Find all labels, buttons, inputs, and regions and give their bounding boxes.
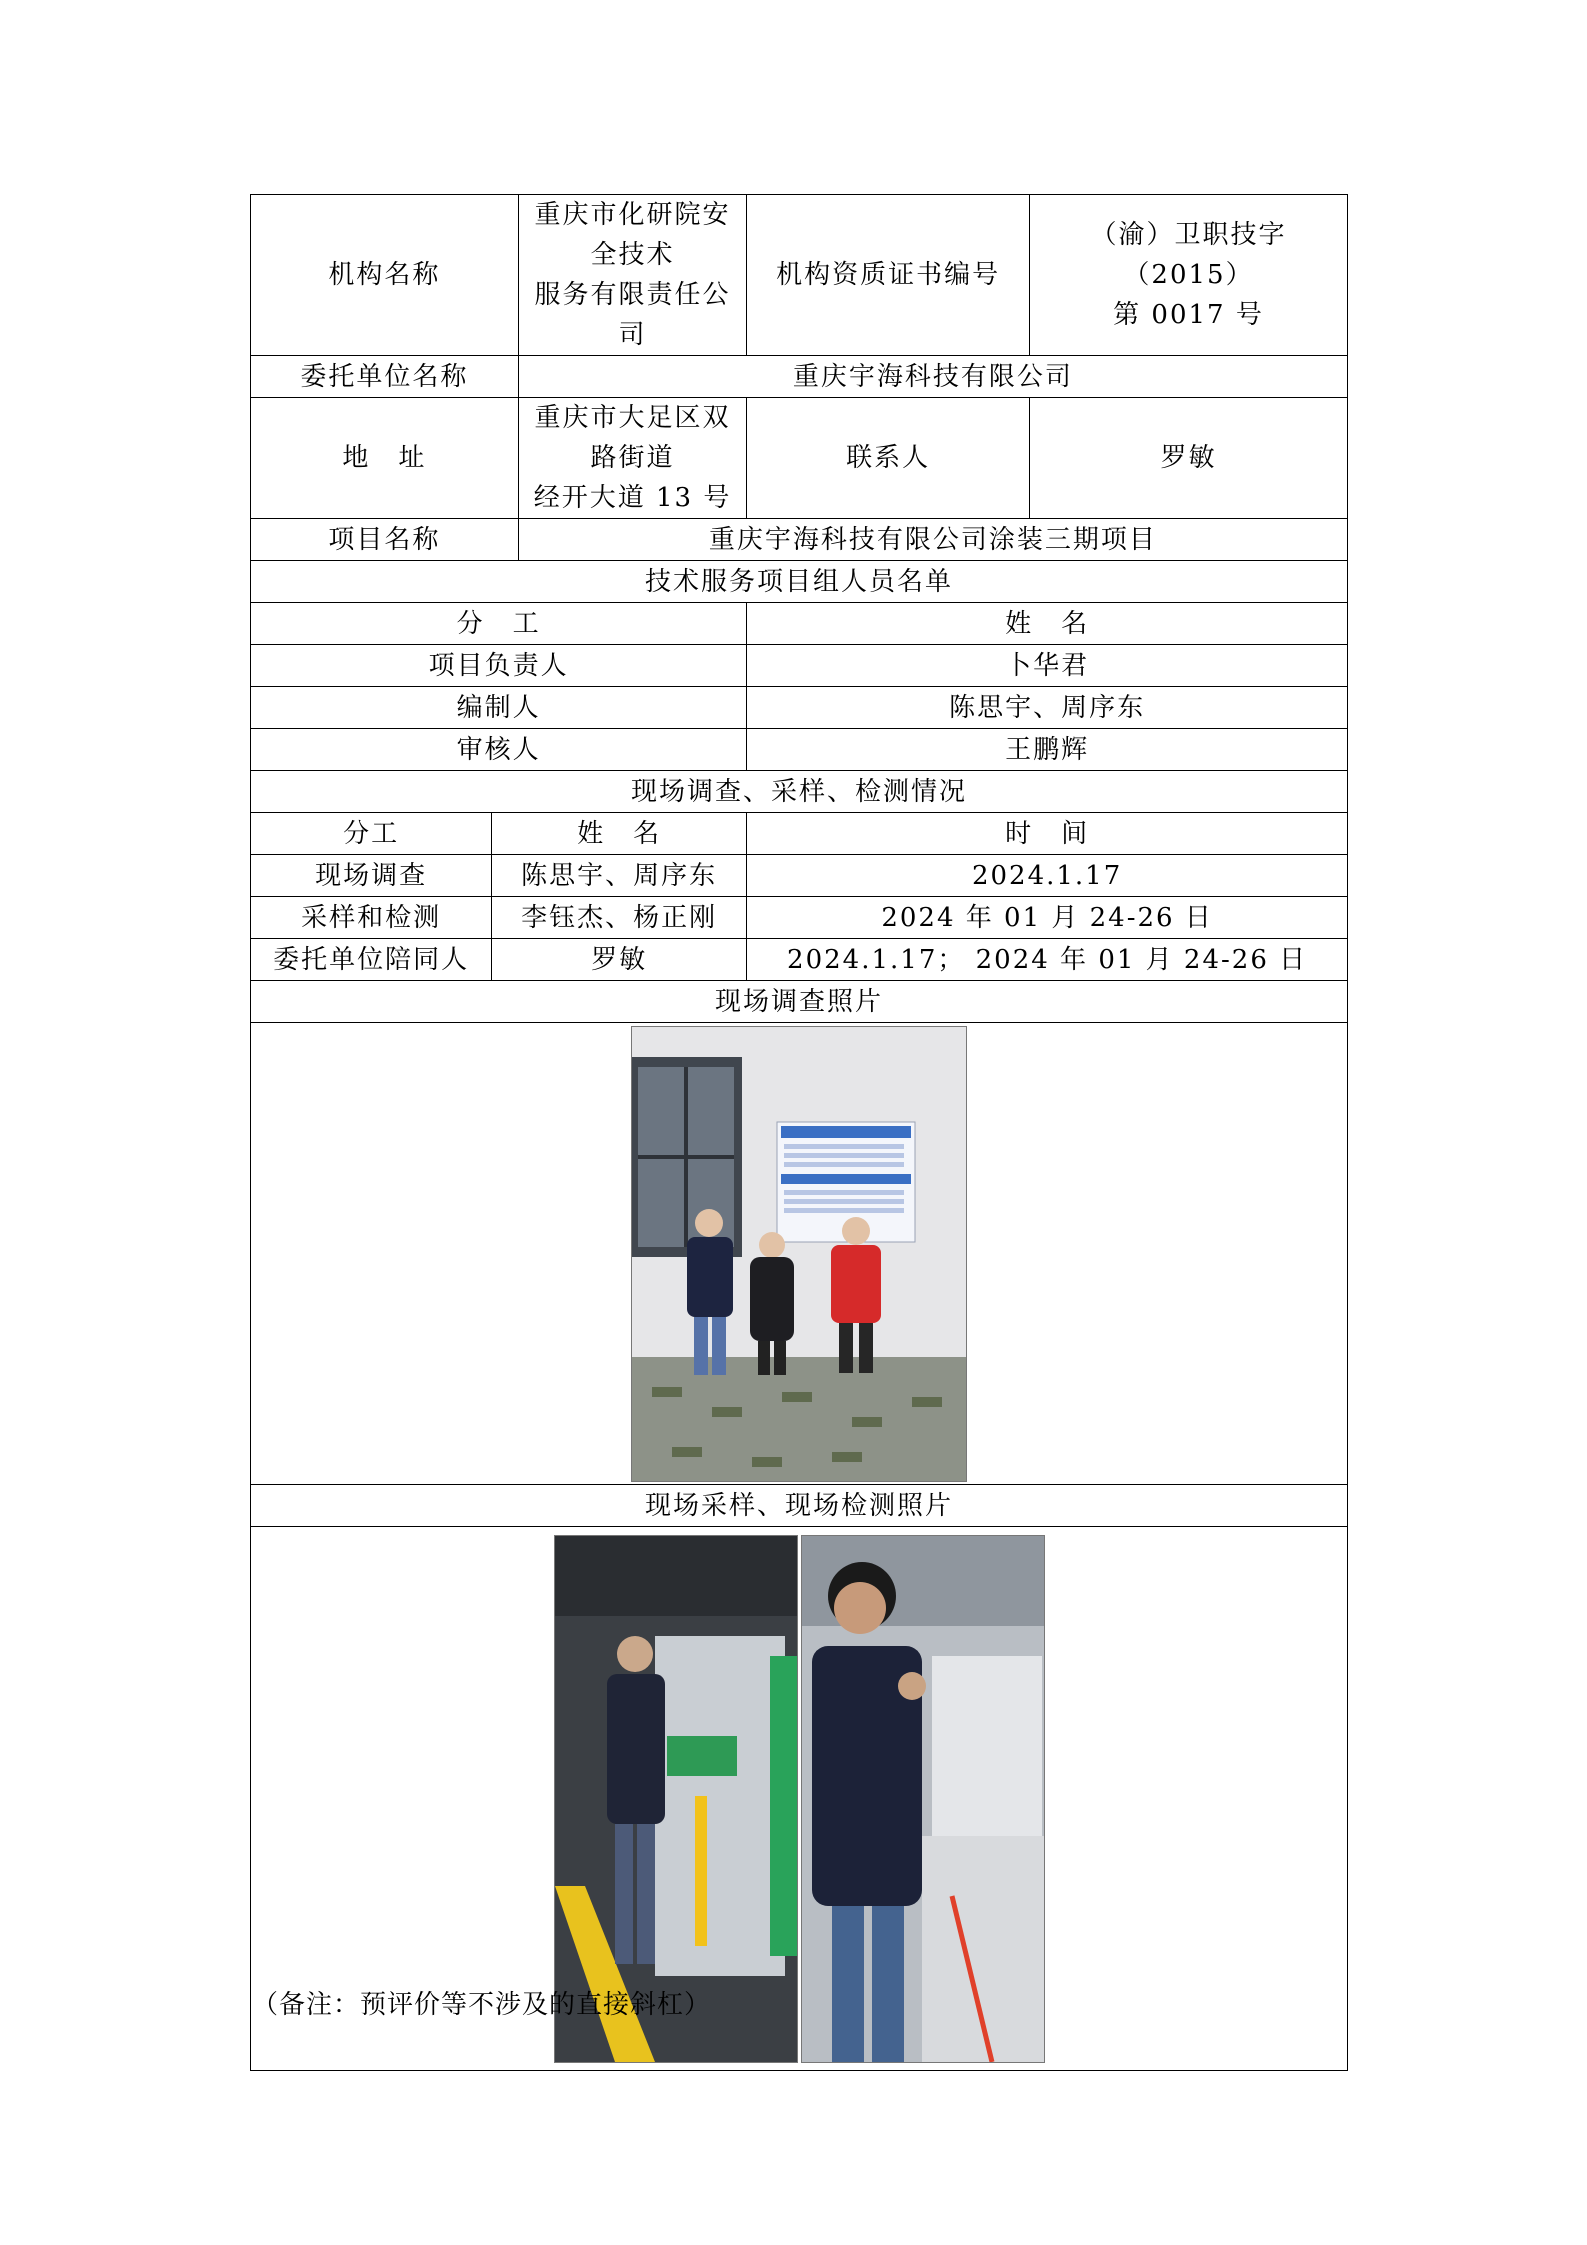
address-line2: 经开大道 13 号 [533, 483, 732, 513]
cert-label: 机构资质证书编号 [747, 195, 1030, 356]
survey-row [251, 897, 1348, 939]
project-label: 项目名称 [251, 519, 519, 561]
survey-photo-graphic [632, 1027, 966, 1481]
team-role: 编制人 [251, 687, 747, 729]
survey-role: 委托单位陪同人 [251, 939, 492, 981]
survey-role: 采样和检测 [251, 897, 492, 939]
org-label: 机构名称 [251, 195, 519, 356]
survey-time: 2024 年 01 月 24-26 日 [747, 897, 1348, 939]
info-table [250, 194, 1348, 2071]
team-name: 王鹏辉 [747, 729, 1348, 771]
project-value: 重庆宇海科技有限公司涂装三期项目 [518, 519, 1347, 561]
sampling-photo-2-graphic [802, 1536, 1044, 2062]
footnote: （备注：预评价等不涉及的直接斜杠） [252, 1990, 712, 2020]
survey-col-time: 时 间 [747, 813, 1348, 855]
contact-value: 罗敏 [1029, 398, 1347, 519]
team-col-name: 姓 名 [747, 603, 1348, 645]
team-row [251, 687, 1348, 729]
survey-row [251, 939, 1348, 981]
team-role: 项目负责人 [251, 645, 747, 687]
cert-value-line1: （渝）卫职技字（2015） [1090, 220, 1287, 290]
team-row [251, 729, 1348, 771]
org-value-line1: 重庆市化研院安全技术 [534, 200, 731, 270]
survey-name: 陈思宇、周序东 [492, 855, 747, 897]
survey-time: 2024.1.17 [747, 855, 1348, 897]
survey-photo-cell [251, 1023, 1348, 1485]
address-value [518, 398, 746, 519]
sampling-photo-2 [801, 1535, 1045, 2063]
org-value [518, 195, 746, 356]
cert-value-line2: 第 0017 号 [1113, 300, 1264, 330]
team-title: 技术服务项目组人员名单 [251, 561, 1348, 603]
contact-label: 联系人 [747, 398, 1030, 519]
cert-value [1029, 195, 1347, 356]
address-label: 地 址 [251, 398, 519, 519]
team-row [251, 645, 1348, 687]
org-value-line2: 服务有限责任公司 [534, 280, 731, 350]
survey-role: 现场调查 [251, 855, 492, 897]
survey-title: 现场调查、采样、检测情况 [251, 771, 1348, 813]
survey-row [251, 855, 1348, 897]
team-role: 审核人 [251, 729, 747, 771]
client-label: 委托单位名称 [251, 356, 519, 398]
survey-col-name: 姓 名 [492, 813, 747, 855]
sampling-photo-title: 现场采样、现场检测照片 [251, 1485, 1348, 1527]
survey-name: 罗敏 [492, 939, 747, 981]
survey-photo [631, 1026, 967, 1482]
survey-time: 2024.1.17； 2024 年 01 月 24-26 日 [747, 939, 1348, 981]
team-name: 陈思宇、周序东 [747, 687, 1348, 729]
team-col-role: 分 工 [251, 603, 747, 645]
survey-photo-title: 现场调查照片 [251, 981, 1348, 1023]
team-name: 卜华君 [747, 645, 1348, 687]
survey-col-role: 分工 [251, 813, 492, 855]
survey-name: 李钰杰、杨正刚 [492, 897, 747, 939]
sampling-photo-1-graphic [555, 1536, 797, 2062]
address-line1: 重庆市大足区双路街道 [534, 403, 731, 473]
client-value: 重庆宇海科技有限公司 [518, 356, 1347, 398]
